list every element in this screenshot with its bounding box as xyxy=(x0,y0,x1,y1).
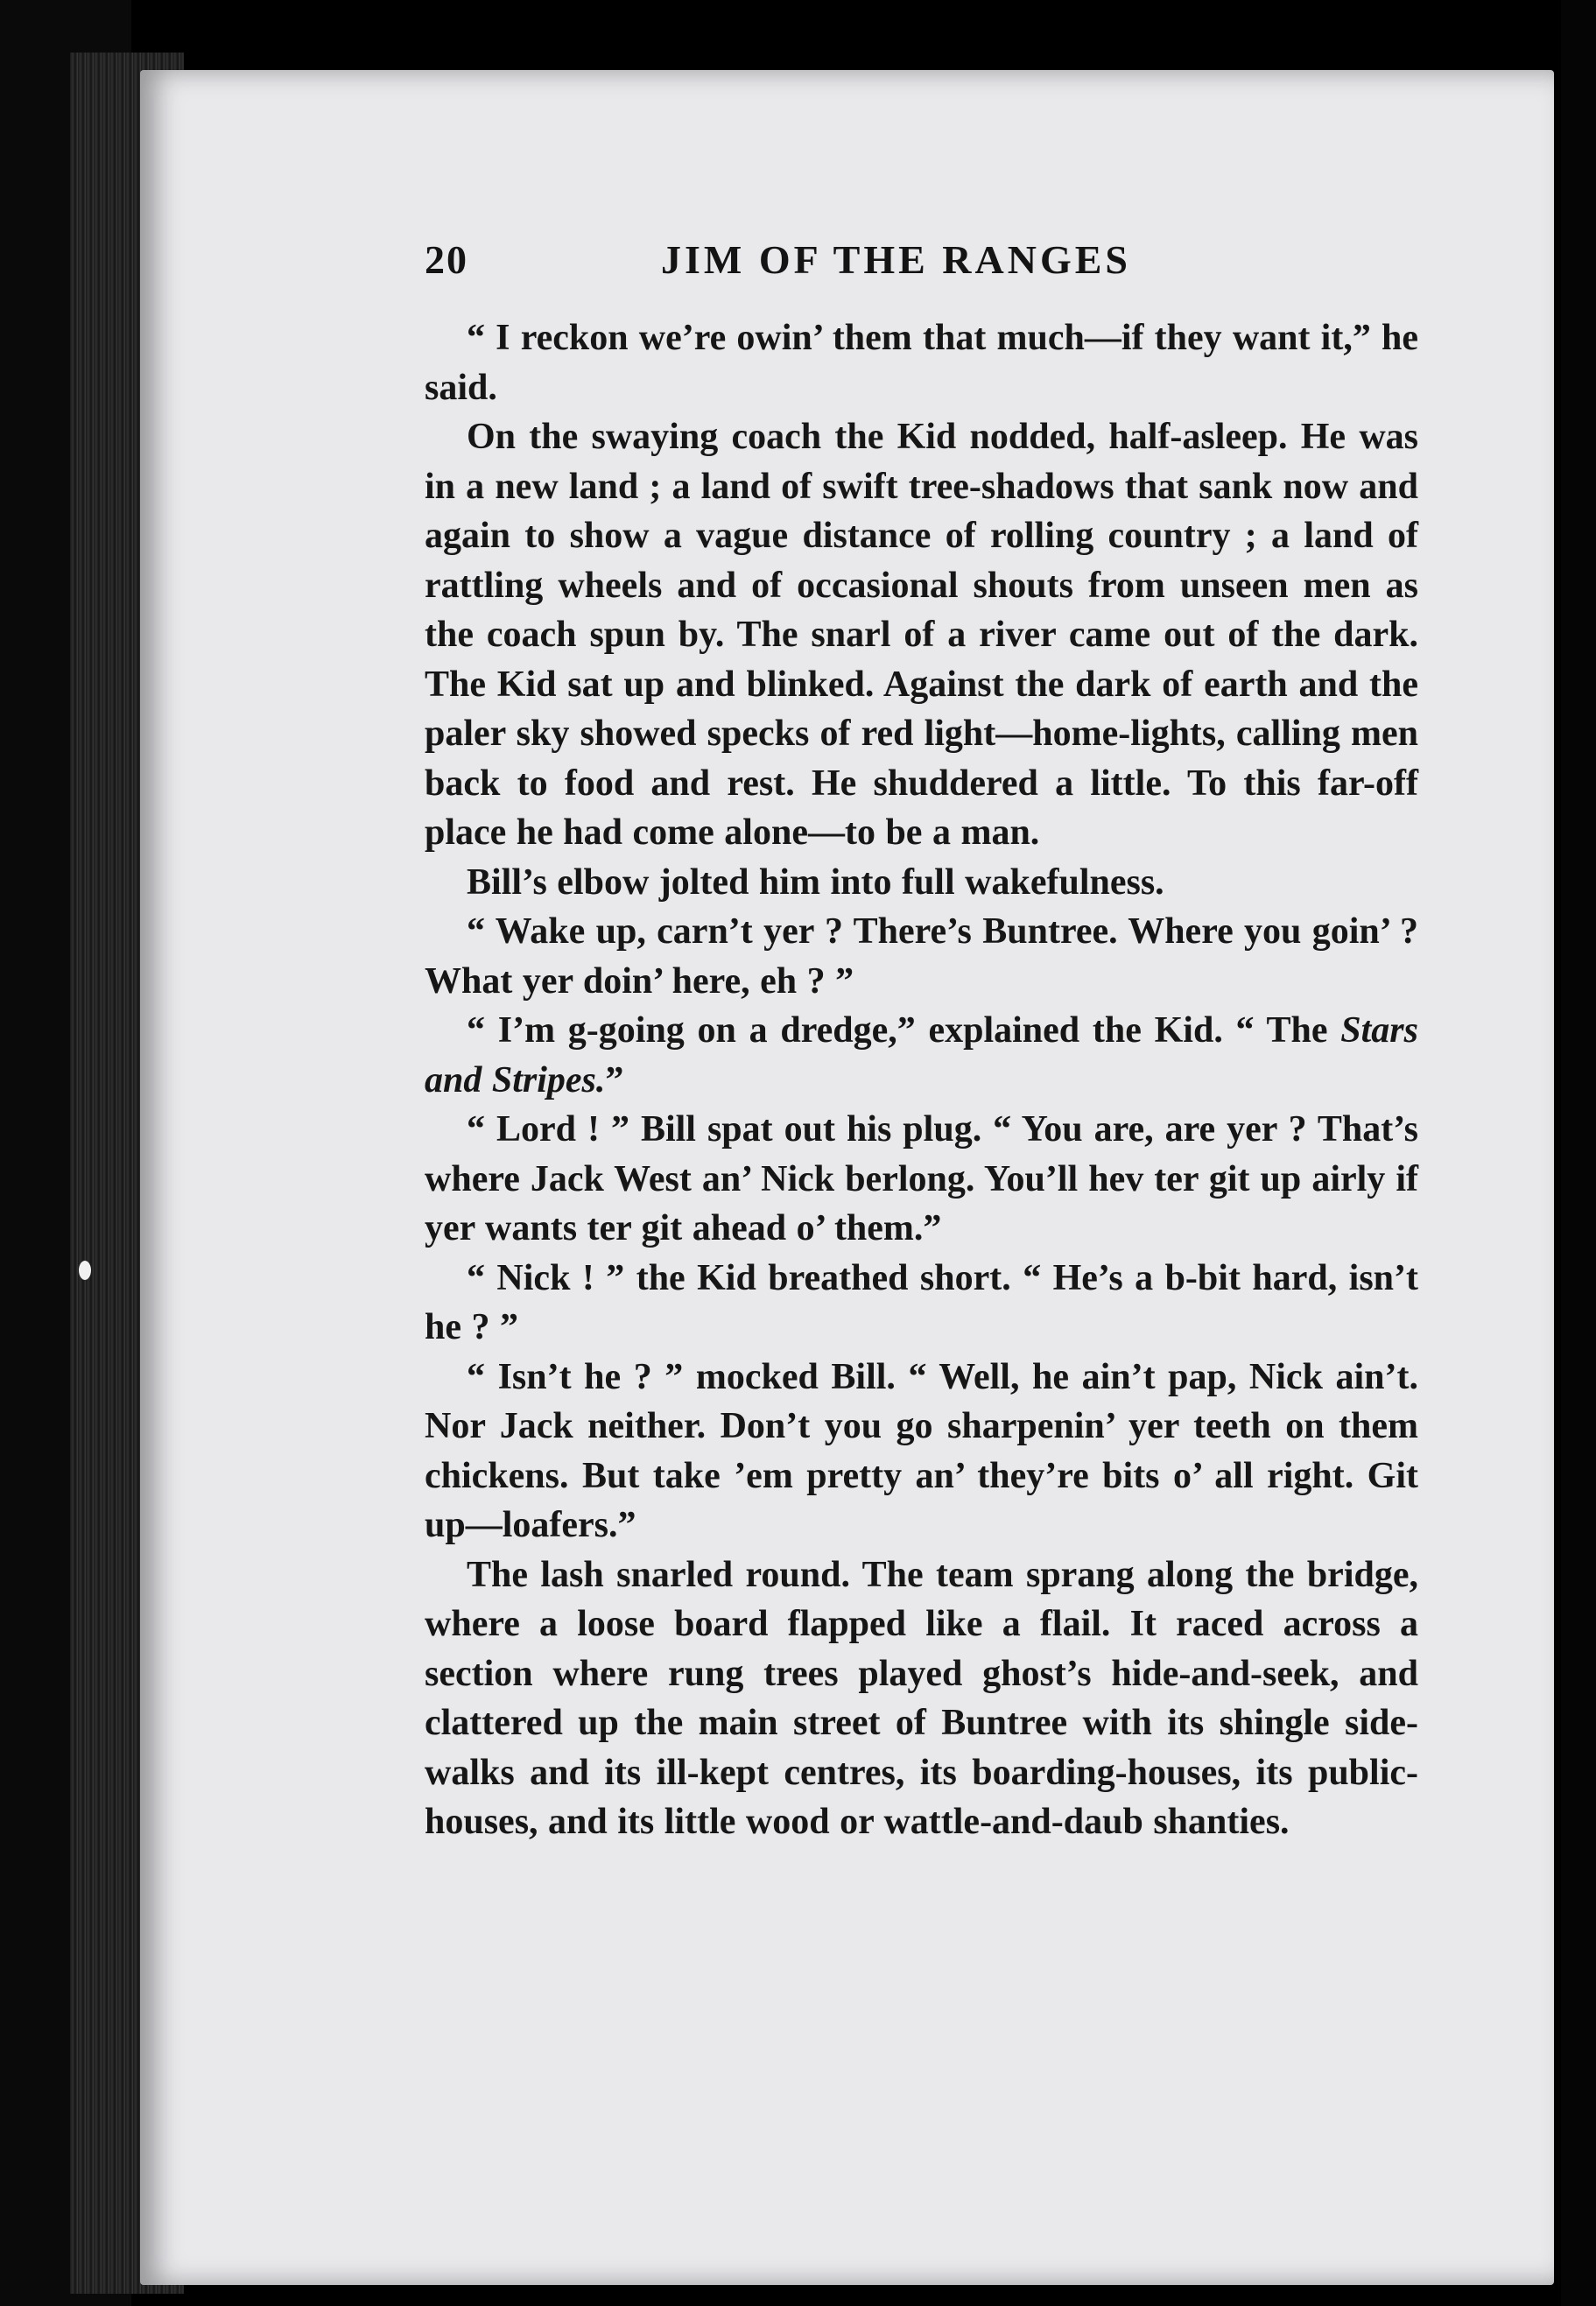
paragraph-text: ” xyxy=(605,1059,624,1100)
paragraph: “ I reckon we’re owin’ them that much—if they want it,” he said. xyxy=(425,318,1418,408)
paragraph-text: “ I’m g-going on a dredge,” explained the Kid. “ The xyxy=(467,1010,1341,1051)
scan-background-right xyxy=(1561,0,1596,2306)
paragraph: Bill’s elbow jolted him into full wakefulness. xyxy=(467,861,1164,903)
paragraph: “ Lord ! ” Bill spat out his plug. “ You are, are yer ? That’s where Jack West an’ Nick berlong. You’ll hev ter git up airly if yer wants ter git ahead o’ them.” xyxy=(425,1109,1418,1248)
paragraph: On the swaying coach the Kid nodded, half-asleep. He was in a new land ; a land of swift tree-shadows that sank now and again to show a vague distance of rolling country ; a land of rattling wheels and of occasional shouts from unseen men as the coach spun by. The snarl of a river came out of the dark. The Kid sat up and blinked. Against the dark of earth and the paler sky showed specks of red light—home-lights, calling men back to food and rest. He shuddered a little. To this far-off place he had come alone—to be a man. xyxy=(425,417,1418,853)
scan-speck xyxy=(79,1261,91,1280)
running-head xyxy=(425,236,1418,298)
running-title: JIM OF THE RANGES xyxy=(661,237,1132,282)
page-number: 20 xyxy=(425,237,468,282)
ship-name: Stars and Stripes. xyxy=(425,1010,1418,1100)
body-text xyxy=(425,313,1418,1847)
paragraph: “ Nick ! ” the Kid breathed short. “ He’s a b-bit hard, isn’t he ? ” xyxy=(425,1257,1418,1347)
paragraph: “ Wake up, carn’t yer ? There’s Buntree. Where you goin’ ? What yer doin’ here, eh ? ” xyxy=(425,911,1418,1002)
paragraph: The lash snarled round. The team sprang along the bridge, where a loose board flapped like a flail. It raced across a section where rung trees played ghost’s hide-and-seek, and clattered up the main street of Buntree with its shingle side-walks and its ill-kept centres, its boarding-houses, its public-houses, and its little wood or wattle-and-daub shanties. xyxy=(425,1554,1418,1842)
paragraph: “ Isn’t he ? ” mocked Bill. “ Well, he ain’t pap, Nick ain’t. Nor Jack neither. Don’t you go sharpenin’ yer teeth on them chickens. But take ’em pretty an’ they’re bits o’ all right. Git up—loafers.” xyxy=(425,1356,1418,1545)
paragraph xyxy=(425,1006,1418,1105)
